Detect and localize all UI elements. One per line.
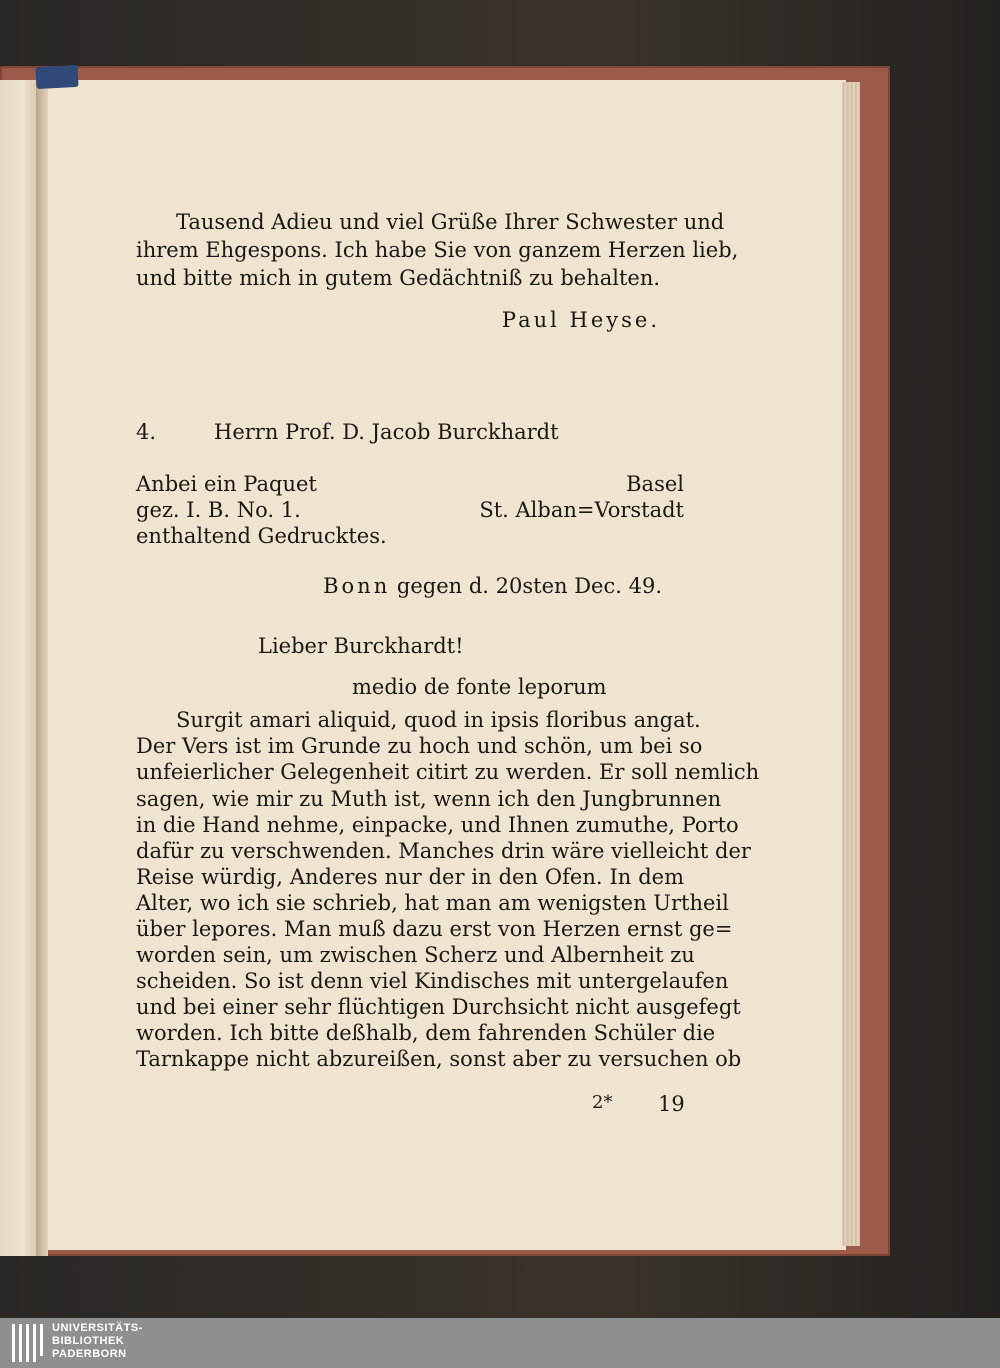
body-line-9: über lepores. Man muß dazu erst von Herzen ernst ge= — [136, 917, 733, 941]
signature-mark: 2* — [592, 1092, 613, 1113]
letter-number: 4. — [136, 420, 157, 444]
body-line-11: scheiden. So ist denn viel Kindisches mit untergelaufen — [136, 969, 729, 993]
body-line-12: und bei einer sehr flüchtigen Durchsicht nicht ausgefegt — [136, 995, 741, 1019]
address-left-3: enthaltend Gedrucktes. — [136, 524, 387, 548]
body-line-13: worden. Ich bitte deßhalb, dem fahrenden Schüler die — [136, 1021, 716, 1045]
body-line-5: in die Hand nehme, einpacke, und Ihnen zumuthe, Porto — [136, 813, 739, 837]
library-name-line-2: BIBLIOTHEK — [52, 1335, 125, 1347]
bookmark-ribbon — [35, 65, 78, 89]
body-line-10: worden sein, um zwischen Scherz und Albernheit zu — [136, 943, 695, 967]
left-page-edge — [0, 80, 38, 1256]
body-line-2: Der Vers ist im Grunde zu hoch und schön, um bei so — [136, 734, 703, 758]
page-stack-edge — [842, 82, 860, 1246]
body-line-4: sagen, wie mir zu Muth ist, wenn ich den Jungbrunnen — [136, 787, 722, 811]
library-name-line-3: PADERBORN — [52, 1348, 127, 1360]
body-line-14: Tarnkappe nicht abzureißen, sonst aber zu versuchen ob — [136, 1047, 742, 1071]
dateline-place: Bonn — [323, 574, 391, 598]
closing-line-1: Tausend Adieu und viel Grüße Ihrer Schwester und — [176, 210, 725, 234]
dateline-date: gegen d. 20sten Dec. 49. — [396, 574, 662, 598]
body-line-3: unfeierlicher Gelegenheit citirt zu werden. Er soll nemlich — [136, 760, 760, 784]
closing-line-2: ihrem Ehgespons. Ich habe Sie von ganzem Herzen lieb, — [136, 238, 739, 262]
body-line-7: Reise würdig, Anderes nur der in den Ofen. In dem — [136, 865, 684, 889]
address-left-2: gez. I. B. No. 1. — [136, 498, 301, 522]
body-line-6: dafür zu verschwenden. Manches drin wäre vielleicht der — [136, 839, 751, 863]
address-right-1: Basel — [626, 472, 684, 496]
salutation: Lieber Burckhardt! — [258, 634, 464, 658]
dateline — [323, 576, 662, 597]
library-logo-icon — [10, 1322, 44, 1364]
address-right-2: St. Alban=Vorstadt — [479, 498, 684, 522]
recipient-heading: Herrn Prof. D. Jacob Burckhardt — [214, 420, 559, 444]
body-line-8: Alter, wo ich sie schrieb, hat man am wenigsten Urtheil — [136, 891, 729, 915]
quote-line-1: medio de fonte leporum — [352, 675, 607, 699]
page-number: 19 — [658, 1092, 685, 1116]
page-gutter — [36, 80, 48, 1256]
body-line-1: Surgit amari aliquid, quod in ipsis floribus angat. — [176, 708, 701, 732]
library-footer-bar — [0, 1318, 1000, 1368]
signature: Paul Heyse. — [501, 308, 660, 332]
library-name — [52, 1322, 143, 1361]
address-left-1: Anbei ein Paquet — [136, 472, 317, 496]
closing-line-3: und bitte mich in gutem Gedächtniß zu behalten. — [136, 266, 661, 290]
library-name-line-1: UNIVERSITÄTS- — [52, 1322, 143, 1334]
